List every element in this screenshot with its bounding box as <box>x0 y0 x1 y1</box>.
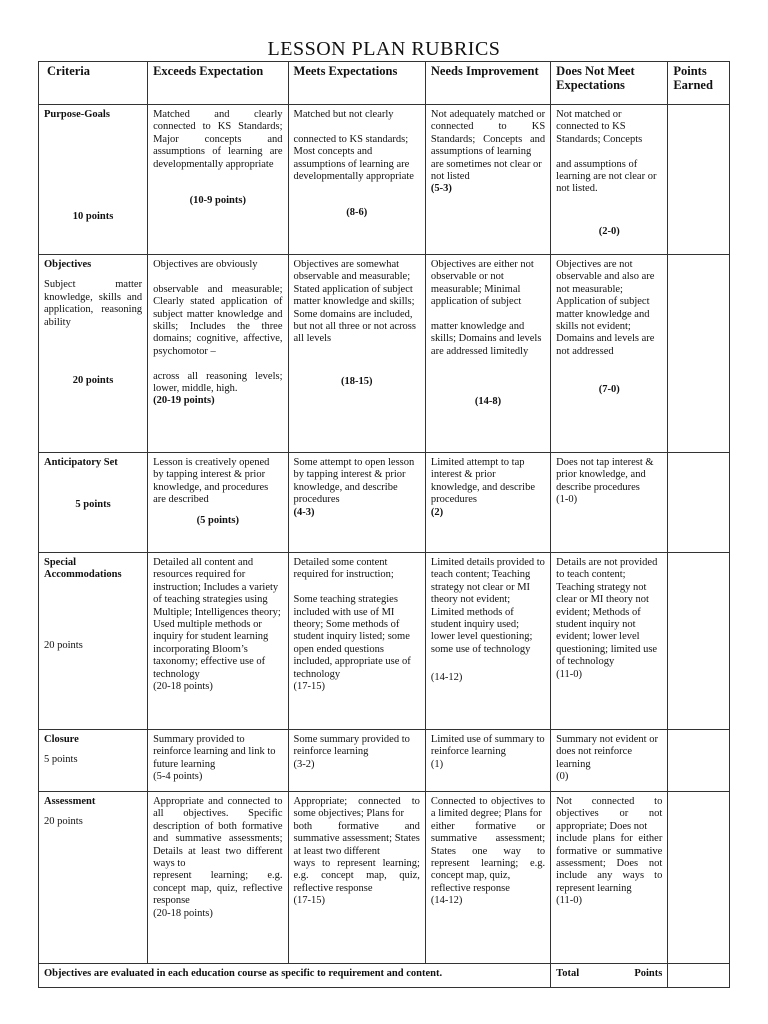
meets-cell <box>288 792 425 964</box>
meets-cell <box>288 553 425 730</box>
needs-points: (5-3) <box>430 183 452 195</box>
does-not-meet-text: Does not tap interest & prior knowledge, and describe procedures <box>556 457 654 493</box>
criteria-points: 20 points <box>72 375 114 387</box>
exceeds-points: (20-18 points) <box>153 681 213 693</box>
exceeds-points: (5 points) <box>196 514 239 526</box>
meets-text: Matched but not clearly connected to KS standards; Most concepts and assumptions of learning are developmentally appropriate <box>293 109 414 183</box>
points-earned-cell[interactable] <box>668 730 730 792</box>
meets-text: Objectives are somewhat observable and measurable; Stated application of subject matter knowledge and skills; Some domains are included, but not all three or not across all levels <box>293 259 416 345</box>
table-row <box>39 105 730 255</box>
points-earned-cell[interactable] <box>668 105 730 255</box>
criteria-points: 20 points <box>44 816 83 828</box>
meets-text: Detailed some content required for instruction; Some teaching strategies included with use of MI theory; Some methods of student inquiry listed; some open ended questions included, appropriate use of technology <box>293 557 411 680</box>
exceeds-points: (10-9 points) <box>189 195 246 207</box>
exceeds-text: Lesson is creatively opened by tapping interest & prior knowledge, and procedures are described <box>153 457 270 506</box>
needs-text: Objectives are either not observable or not measurable; Minimal application of subject matter knowledge and skills; Domains and levels are addressed limitedly <box>430 259 542 357</box>
criteria-name: Closure <box>44 734 79 745</box>
needs-text: Not adequately matched or connected to KS Standards; Concepts and assumptions of learning are sometimes not clear or not listed <box>430 109 546 183</box>
criteria-points: 10 points <box>72 211 114 223</box>
does-not-meet-text: Not connected to objectives or not appropriate; Does not include plans for either formative or summative assessment; Does not include any ways to represent learning <box>556 796 663 894</box>
criteria-points: 20 points <box>44 639 83 651</box>
meets-cell <box>288 453 425 553</box>
exceeds-text: Detailed all content and resources required for instruction; Includes a variety of teaching strategies using Multiple; Intelligences theory; Used multiple methods or inquiry for student learning incorporating Bloom’s taxonomy; effective use of technology <box>153 557 281 680</box>
points-earned-cell[interactable] <box>668 453 730 553</box>
total-points-cell <box>551 964 668 988</box>
needs-cell <box>425 730 550 792</box>
points-earned-cell[interactable] <box>668 553 730 730</box>
does-not-meet-cell <box>551 730 668 792</box>
exceeds-cell <box>148 730 288 792</box>
header-criteria: Criteria <box>39 62 148 105</box>
meets-points: (17-15) <box>293 895 326 907</box>
meets-cell <box>288 105 425 255</box>
criteria-cell <box>39 792 148 964</box>
criteria-points: 5 points <box>44 754 78 766</box>
exceeds-text: Appropriate and connected to all objectives. Specific description of both formative and summative assessments; Details at least two different ways to represent learning; e.g. concept map, quiz, reflective response <box>153 796 283 907</box>
needs-points: (2) <box>430 506 444 518</box>
points-label: Points <box>634 968 663 979</box>
does-not-meet-cell <box>551 105 668 255</box>
exceeds-points: (20-18 points) <box>153 907 213 919</box>
exceeds-points: (5-4 points) <box>153 771 203 783</box>
needs-points: (14-12) <box>430 895 463 907</box>
needs-cell <box>425 255 550 453</box>
does-not-meet-points: (2-0) <box>598 225 620 237</box>
header-points-earned: Points Earned <box>668 62 730 105</box>
exceeds-cell <box>148 792 288 964</box>
criteria-name: Purpose-Goals <box>44 109 110 120</box>
does-not-meet-text: Not matched or connected to KS Standards; Concepts and assumptions of learning are not clear or not listed. <box>556 109 657 195</box>
does-not-meet-text: Summary not evident or does not reinforce learning <box>556 734 658 770</box>
criteria-subtitle: Subject matter knowledge, skills and application, reasoning ability <box>44 279 143 328</box>
criteria-cell <box>39 255 148 453</box>
header-does-not-meet: Does Not Meet Expectations <box>551 62 668 105</box>
exceeds-cell <box>148 453 288 553</box>
table-row <box>39 792 730 964</box>
exceeds-cell <box>148 105 288 255</box>
criteria-cell <box>39 105 148 255</box>
page-title: LESSON PLAN RUBRICS <box>267 38 501 60</box>
meets-points: (17-15) <box>293 681 326 693</box>
criteria-cell <box>39 553 148 730</box>
total-points-earned-cell[interactable] <box>668 964 730 988</box>
does-not-meet-points: (11-0) <box>556 668 583 680</box>
criteria-points: 5 points <box>75 499 111 511</box>
exceeds-text: Summary provided to reinforce learning and link to future learning <box>153 734 276 770</box>
table-row <box>39 255 730 453</box>
does-not-meet-points: (11-0) <box>556 895 583 907</box>
does-not-meet-cell <box>551 255 668 453</box>
criteria-name: Special Accommodations <box>44 557 122 581</box>
meets-text: Some attempt to open lesson by tapping interest & prior knowledge, and describe procedures <box>293 457 415 506</box>
points-earned-cell[interactable] <box>668 792 730 964</box>
does-not-meet-text: Details are not provided to teach content; Teaching strategy not clear or MI theory not evident; Methods of student inquiry not evident; lower level questioning; limited use of technology <box>556 557 658 668</box>
meets-cell <box>288 255 425 453</box>
footer-row <box>39 964 730 988</box>
needs-points: (1) <box>430 758 444 770</box>
total-label: Total <box>556 968 580 979</box>
needs-text: Connected to objectives to a limited degree; Plans for either formative or summative assessment; States one way to represent learning; e.g. concept map, quiz, reflective response <box>430 796 546 894</box>
rubric-table <box>38 61 730 988</box>
table-row <box>39 730 730 792</box>
criteria-cell <box>39 730 148 792</box>
exceeds-cell <box>148 255 288 453</box>
meets-cell <box>288 730 425 792</box>
table-row <box>39 553 730 730</box>
header-row <box>39 62 730 105</box>
does-not-meet-cell <box>551 792 668 964</box>
needs-cell <box>425 453 550 553</box>
needs-text: Limited details provided to teach content; Teaching strategy not clear or MI theory not evident; Limited methods of student inquiry used; lower level questioning; some use of technology <box>430 557 545 655</box>
needs-cell <box>425 105 550 255</box>
exceeds-text: Objectives are obviously observable and measurable; Clearly stated application of subject matter knowledge and skills; Includes the three domains; cognitive, affective, psychomotor – across all reasoning levels; lower, middle, high. <box>153 259 283 395</box>
exceeds-points: (20-19 points) <box>153 395 215 407</box>
needs-cell <box>425 553 550 730</box>
table-row <box>39 453 730 553</box>
footer-note: Objectives are evaluated in each education course as specific to requirement and content. <box>39 964 551 988</box>
does-not-meet-points: (1-0) <box>556 494 578 506</box>
meets-text: Appropriate; connected to some objectives; Plans for both formative and summative assessment; States at least two different ways to represent learning; e.g. concept map, quiz, reflective response <box>293 796 420 894</box>
header-meets: Meets Expectations <box>288 62 425 105</box>
criteria-name: Anticipatory Set <box>44 457 118 468</box>
header-exceeds: Exceeds Expectation <box>148 62 288 105</box>
meets-points: (18-15) <box>340 375 373 387</box>
criteria-name: Objectives <box>44 259 92 270</box>
meets-text: Some summary provided to reinforce learning <box>293 734 410 758</box>
does-not-meet-points: (0) <box>556 771 569 783</box>
does-not-meet-points: (7-0) <box>598 384 620 396</box>
exceeds-cell <box>148 553 288 730</box>
does-not-meet-text: Objectives are not observable and also are not measurable; Application of subject matter knowledge and skills not evident; Domains and levels are not addressed <box>556 259 655 357</box>
needs-points: (14-12) <box>430 672 463 684</box>
does-not-meet-cell <box>551 553 668 730</box>
needs-text: Limited use of summary to reinforce learning <box>430 734 545 758</box>
needs-text: Limited attempt to tap interest & prior knowledge, and describe procedures <box>430 457 535 506</box>
points-earned-cell[interactable] <box>668 255 730 453</box>
meets-points: (3-2) <box>293 758 315 770</box>
exceeds-text: Matched and clearly connected to KS Standards; Major concepts and assumptions of learning are developmentally appropriate <box>153 109 283 170</box>
needs-cell <box>425 792 550 964</box>
needs-points: (14-8) <box>474 396 502 408</box>
header-needs: Needs Improvement <box>425 62 550 105</box>
does-not-meet-cell <box>551 453 668 553</box>
meets-points: (4-3) <box>293 506 315 518</box>
meets-points: (8-6) <box>346 207 368 219</box>
criteria-name: Assessment <box>44 796 96 807</box>
criteria-cell <box>39 453 148 553</box>
